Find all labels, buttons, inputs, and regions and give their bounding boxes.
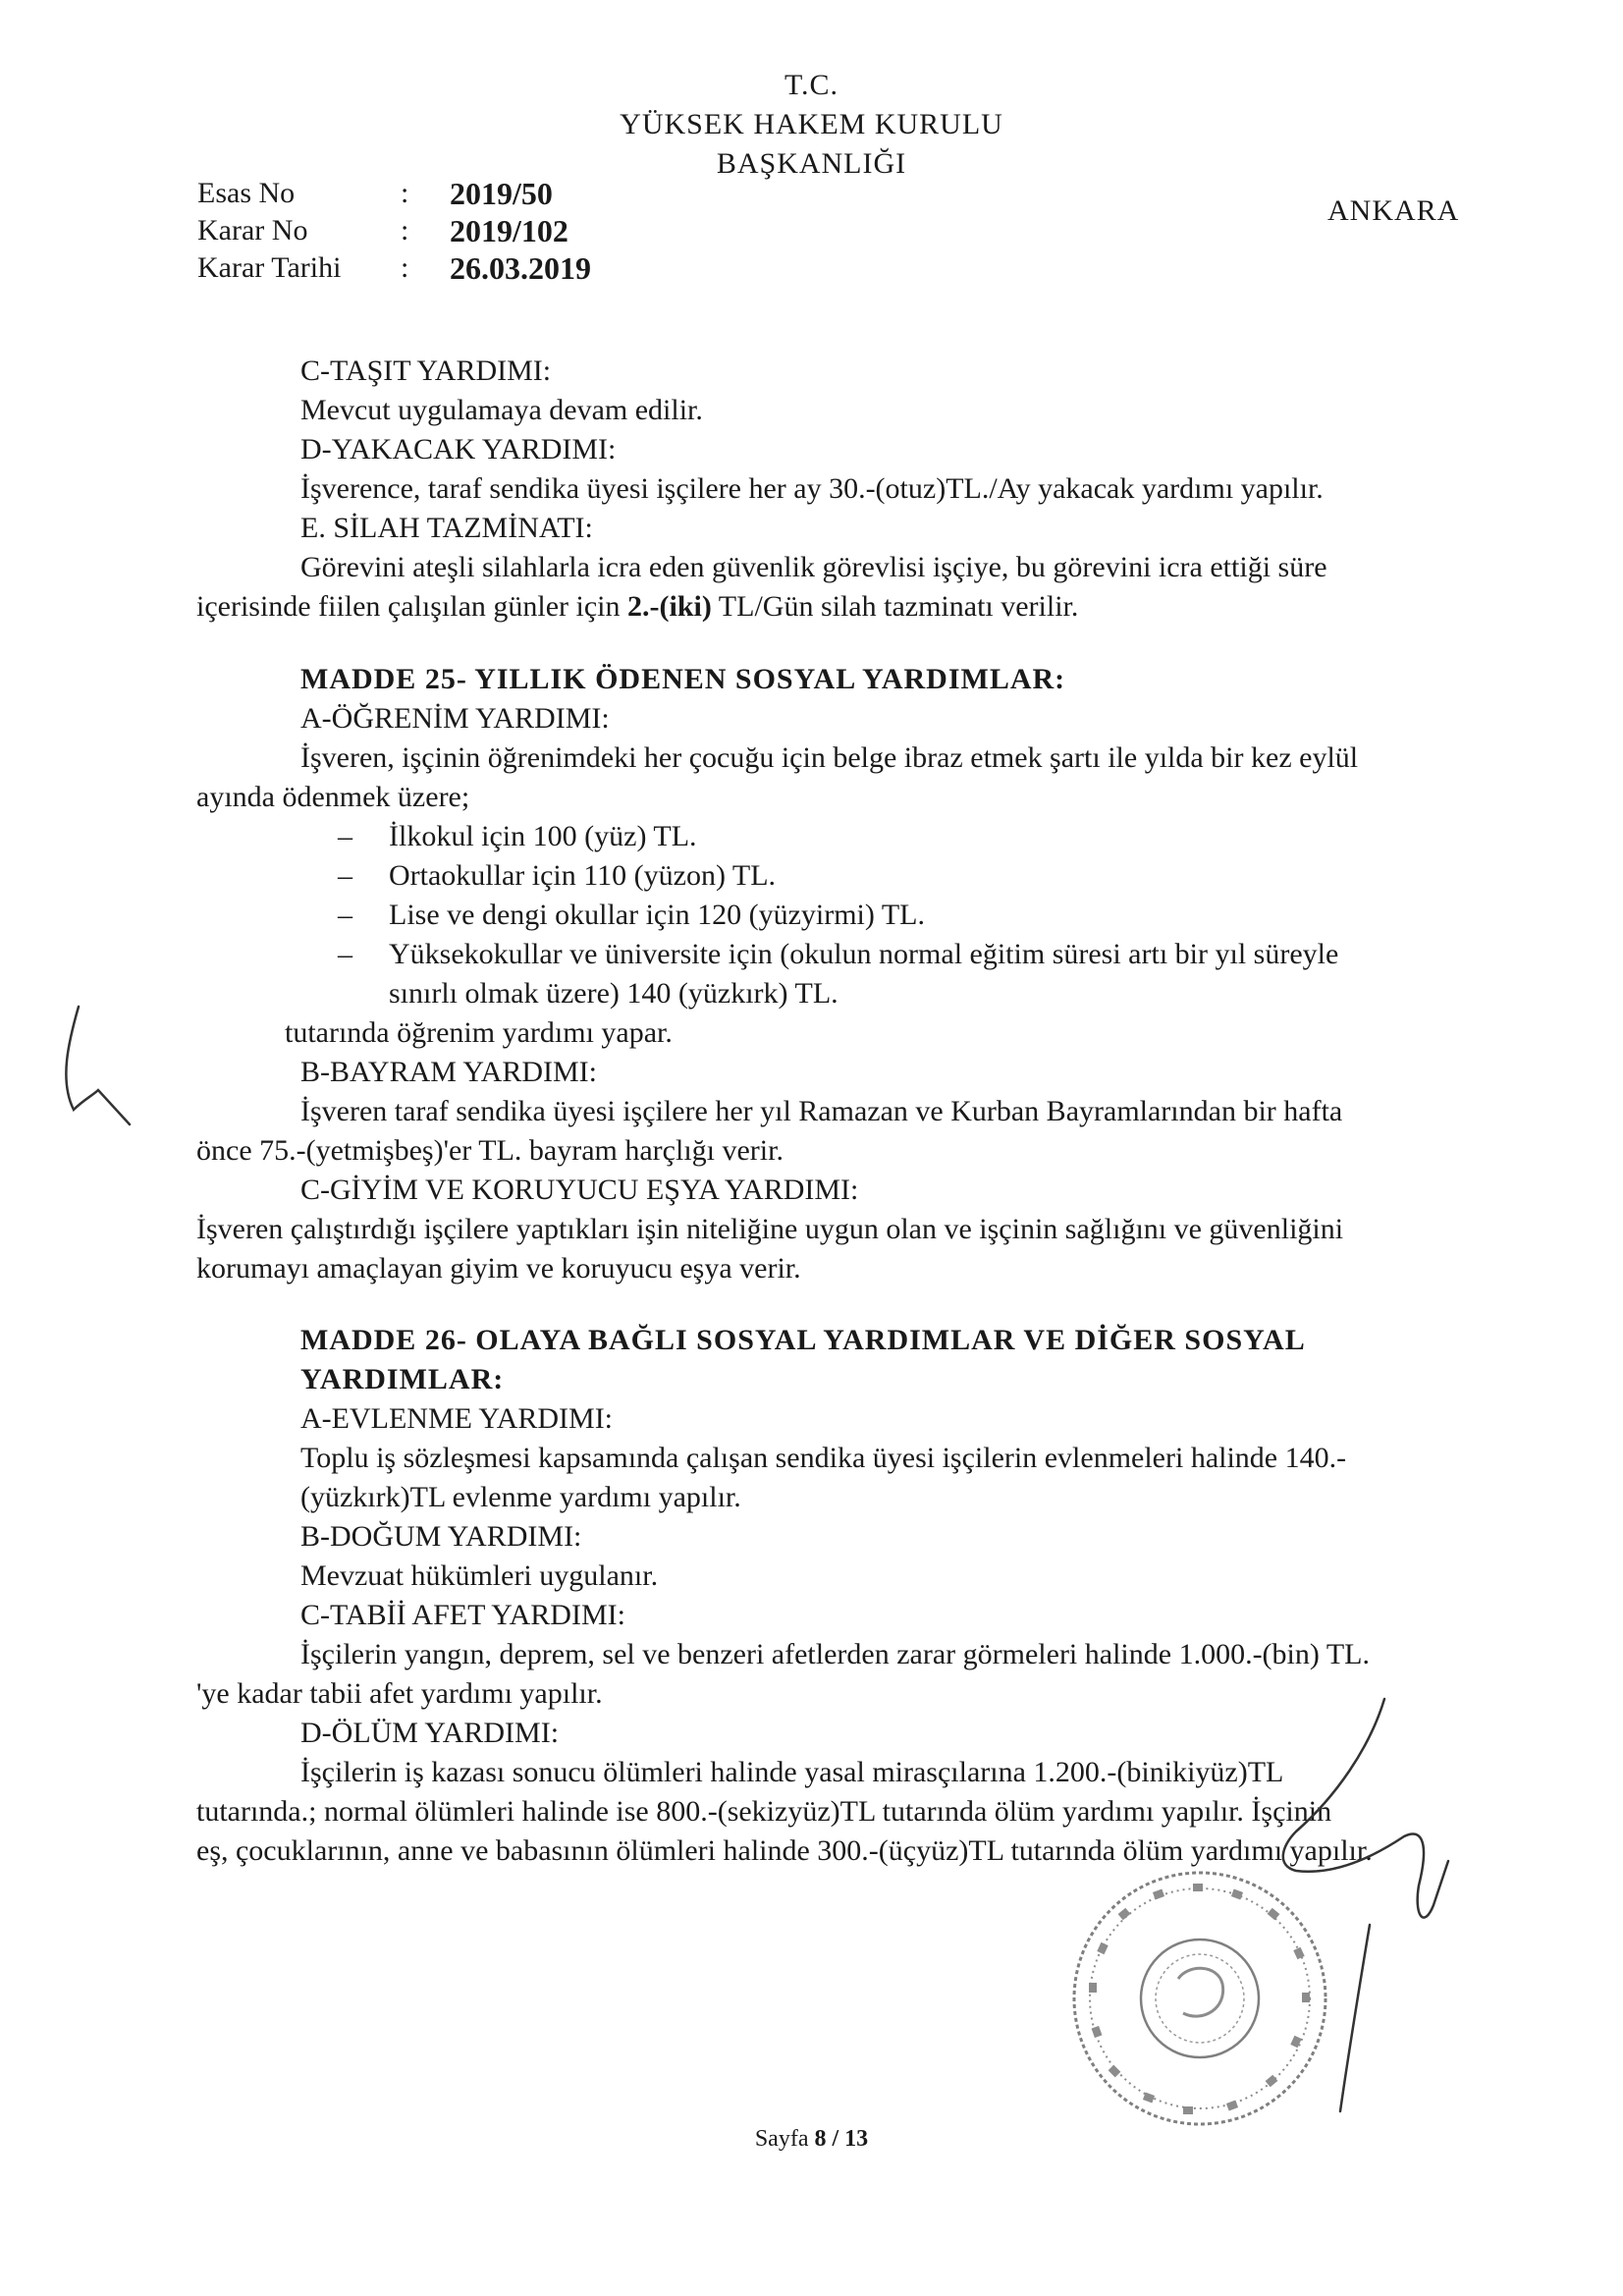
page-total: 13 xyxy=(844,2126,869,2152)
ogrenim-bullet-yuksekokul: – Yüksekokullar ve üniversite için (okulun normal eğitim süresi artı bir yıl süreyle xyxy=(192,935,1528,974)
madde-26-title-2: YARDIMLAR: xyxy=(300,1363,505,1395)
silah-amount: 2.-(iki) xyxy=(627,590,712,623)
giyim-text-2: korumayı amaçlayan giyim ve koruyucu eşya verir. xyxy=(196,1252,801,1285)
margin-initial-mark xyxy=(66,1007,130,1124)
official-stamp xyxy=(1074,1873,1325,2124)
meta-label: Karar No xyxy=(197,214,308,246)
ogrenim-text-1: İşveren, işçinin öğrenimdeki her çocuğu için belge ibraz etmek şartı ile yılda bir kez eylül xyxy=(300,741,1359,774)
location-label: ANKARA xyxy=(1327,194,1460,227)
meta-sep: : xyxy=(401,177,409,209)
silah-text-2a: içerisinde fiilen çalışılan günler için xyxy=(196,590,628,623)
ogrenim-bullet-ilkokul: – İlkokul için 100 (yüz) TL. xyxy=(192,817,1528,856)
silah-title: E. SİLAH TAZMİNATI: xyxy=(300,512,593,544)
meta-label: Esas No xyxy=(197,177,296,209)
olum-title: D-ÖLÜM YARDIMI: xyxy=(300,1717,560,1749)
silah-text-1: Görevini ateşli silahlarla icra eden güvenlik görevlisi işçiye, bu görevini icra ettiği süre xyxy=(300,551,1327,583)
olum-text-2: tutarında.; normal ölümleri halinde ise 800.-(sekizyüz)TL tutarında ölüm yardımı yapılır. İşçinin xyxy=(196,1795,1332,1828)
madde-25-title: MADDE 25- YILLIK ÖDENEN SOSYAL YARDIMLAR: xyxy=(300,663,1066,695)
signature xyxy=(1283,1699,1448,1918)
madde-26-title-1: MADDE 26- OLAYA BAĞLI SOSYAL YARDIMLAR VE DİĞER SOSYAL xyxy=(300,1324,1306,1356)
afet-text-2: 'ye kadar tabii afet yardımı yapılır. xyxy=(196,1677,603,1710)
header-institution: YÜKSEK HAKEM KURULU xyxy=(620,108,1003,140)
meta-sep: : xyxy=(401,251,409,284)
silah-text-2c: TL/Gün silah tazminatı verilir. xyxy=(711,590,1079,623)
meta-value: 26.03.2019 xyxy=(450,250,591,286)
meta-sep: : xyxy=(401,214,409,246)
evlenme-text-2: (yüzkırk)TL evlenme yardımı yapılır. xyxy=(300,1481,741,1513)
evlenme-text-1: Toplu iş sözleşmesi kapsamında çalışan sendika üyesi işçilerin evlenmeleri halinde 140.- xyxy=(300,1442,1347,1474)
dogum-title: B-DOĞUM YARDIMI: xyxy=(300,1520,582,1553)
ogrenim-text-2: ayında ödenmek üzere; xyxy=(196,781,470,813)
ogrenim-title: A-ÖĞRENİM YARDIMI: xyxy=(300,702,610,735)
yakacak-text: İşverence, taraf sendika üyesi işçilere her ay 30.-(otuz)TL./Ay yakacak yardımı yapılır. xyxy=(300,472,1324,505)
meta-value: 2019/102 xyxy=(450,213,568,248)
evlenme-title: A-EVLENME YARDIMI: xyxy=(300,1402,614,1435)
signature-tail xyxy=(1340,1925,1370,2111)
ogrenim-bullet-yuksekokul-cont: sınırlı olmak üzere) 140 (yüzkırk) TL. xyxy=(389,977,839,1010)
yakacak-title: D-YAKACAK YARDIMI: xyxy=(300,433,617,465)
giyim-text-1: İşveren çalıştırdığı işçilere yaptıkları işin niteliğine uygun olan ve işçinin sağlığını ve güvenliğini xyxy=(196,1213,1344,1245)
olum-text-3: eş, çocuklarının, anne ve babasının ölümleri halinde 300.-(üçyüz)TL tutarında ölüm yardımı yapılır. xyxy=(196,1834,1373,1867)
tasit-title: C-TAŞIT YARDIMI: xyxy=(300,355,552,387)
page-separator: / xyxy=(832,2126,839,2152)
tasit-text: Mevcut uygulamaya devam edilir. xyxy=(300,394,703,426)
header-tc: T.C. xyxy=(784,69,839,101)
giyim-title: C-GİYİM VE KORUYUCU EŞYA YARDIMI: xyxy=(300,1174,859,1206)
meta-label: Karar Tarihi xyxy=(197,251,342,284)
header-presidency: BAŞKANLIĞI xyxy=(716,147,907,180)
dogum-text: Mevzuat hükümleri uygulanır. xyxy=(300,1559,659,1592)
ogrenim-bullet-ortaokul: – Ortaokullar için 110 (yüzon) TL. xyxy=(192,856,1528,896)
ogrenim-text-3: tutarında öğrenim yardımı yapar. xyxy=(285,1016,673,1049)
afet-text-1: İşçilerin yangın, deprem, sel ve benzeri afetlerden zarar görmeleri halinde 1.000.-(bin) TL. xyxy=(300,1638,1370,1670)
olum-text-1: İşçilerin iş kazası sonucu ölümleri halinde yasal mirasçılarına 1.200.-(binikiyüz)TL xyxy=(300,1756,1284,1788)
page-number xyxy=(0,2126,1623,2153)
page-current: 8 xyxy=(814,2126,827,2152)
page-prefix: Sayfa xyxy=(754,2126,809,2152)
ogrenim-bullet-lise: – Lise ve dengi okullar için 120 (yüzyirmi) TL. xyxy=(192,896,1528,935)
afet-title: C-TABİİ AFET YARDIMI: xyxy=(300,1599,625,1631)
meta-value: 2019/50 xyxy=(450,176,553,211)
bayram-text-1: İşveren taraf sendika üyesi işçilere her yıl Ramazan ve Kurban Bayramlarından bir hafta xyxy=(300,1095,1343,1127)
bayram-title: B-BAYRAM YARDIMI: xyxy=(300,1056,597,1088)
bayram-text-2: önce 75.-(yetmişbeş)'er TL. bayram harçlığı verir. xyxy=(196,1134,784,1167)
